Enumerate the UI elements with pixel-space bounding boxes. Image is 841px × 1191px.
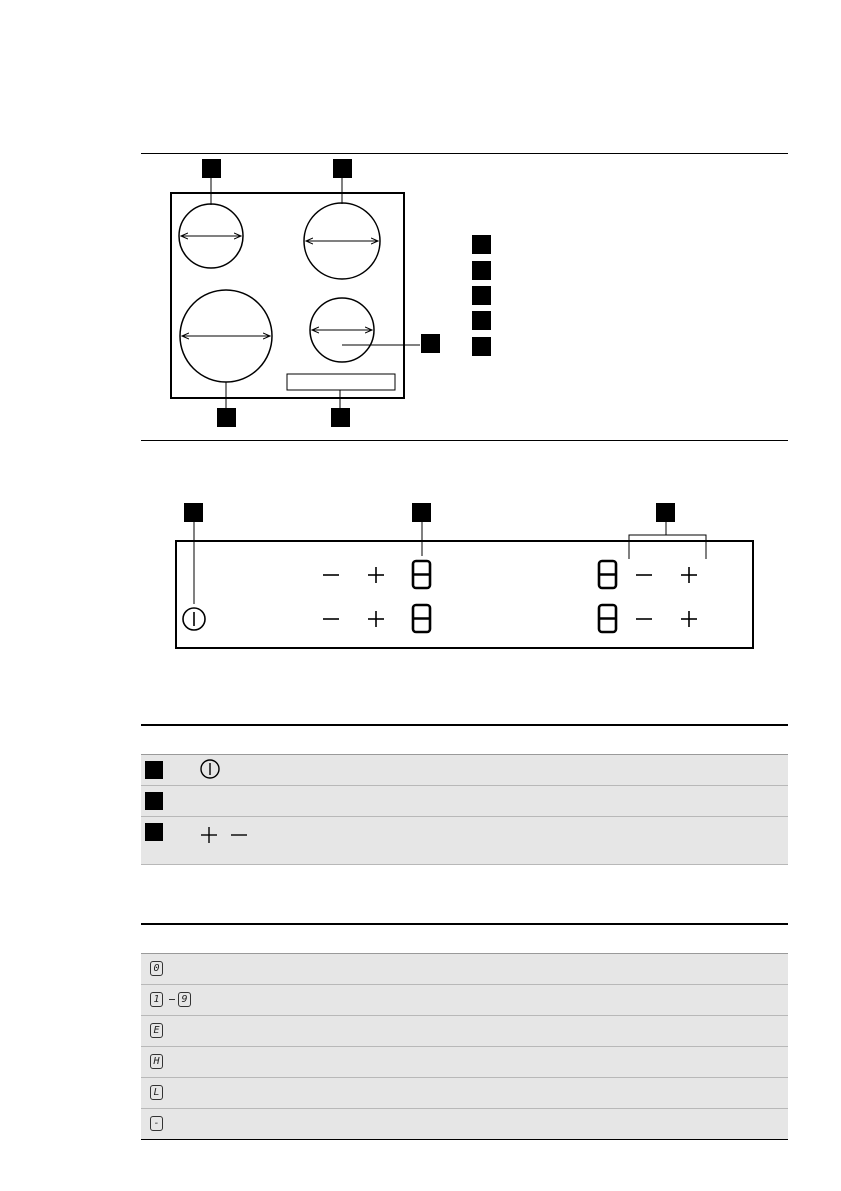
display-symbol: 1 bbox=[150, 992, 163, 1007]
row-marker bbox=[145, 823, 163, 841]
table-row bbox=[141, 817, 788, 865]
power-icon bbox=[196, 755, 236, 785]
plus-icon bbox=[368, 611, 384, 627]
power-icon bbox=[183, 608, 205, 630]
seven-segment-display bbox=[413, 561, 430, 588]
display-symbol: 0 bbox=[150, 961, 163, 976]
display-symbol: E bbox=[150, 1023, 163, 1038]
display-symbol: 9 bbox=[178, 992, 191, 1007]
display-symbol: H bbox=[150, 1054, 163, 1069]
callout-marker bbox=[656, 503, 675, 522]
table-header-row bbox=[141, 925, 788, 954]
table-row bbox=[141, 1078, 788, 1109]
display-symbol: - bbox=[150, 1116, 163, 1131]
seven-segment-display bbox=[599, 605, 616, 632]
control-panel-frame bbox=[176, 541, 753, 648]
table-row bbox=[141, 985, 788, 1016]
plus-minus-icons bbox=[197, 817, 307, 847]
table-row bbox=[141, 954, 788, 985]
seven-segment-display bbox=[413, 605, 430, 632]
callout-marker bbox=[412, 503, 431, 522]
row-marker bbox=[145, 792, 163, 810]
plus-icon bbox=[681, 611, 697, 627]
display-symbol: L bbox=[150, 1085, 163, 1100]
table-row bbox=[141, 755, 788, 786]
plus-icon bbox=[681, 567, 697, 583]
table-row bbox=[141, 1109, 788, 1140]
plus-icon bbox=[368, 567, 384, 583]
seven-segment-display bbox=[599, 561, 616, 588]
callout-marker bbox=[184, 503, 203, 522]
table-row bbox=[141, 1047, 788, 1078]
range-dash bbox=[169, 999, 175, 1000]
table-row bbox=[141, 1016, 788, 1047]
table-header-row bbox=[141, 726, 788, 755]
plus-icon bbox=[201, 827, 217, 843]
row-marker bbox=[145, 761, 163, 779]
table-row bbox=[141, 786, 788, 817]
